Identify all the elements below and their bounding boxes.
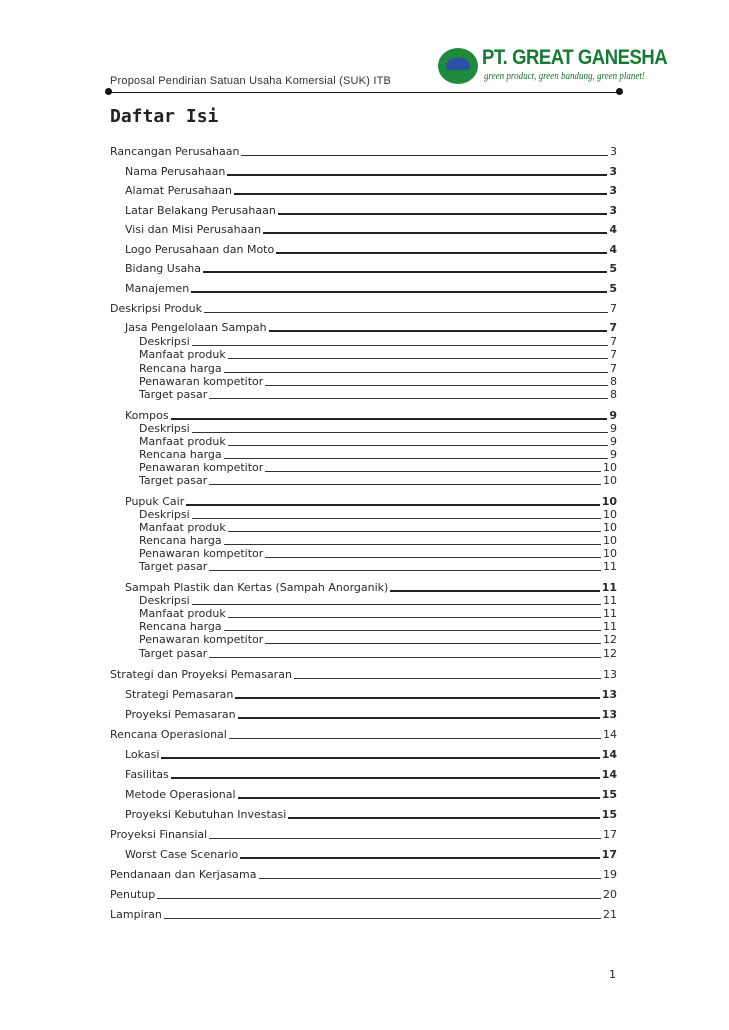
toc-entry-page: 11 [603,560,617,573]
toc-entry-label: Bidang Usaha [125,262,202,275]
toc-entry[interactable] [110,728,617,741]
toc-entry-page: 10 [603,508,617,521]
toc-entry[interactable] [139,648,617,660]
toc-entry[interactable] [139,535,617,547]
toc-leader [390,590,599,592]
toc-entry[interactable] [125,788,617,801]
toc-leader [192,604,601,605]
toc-entry-page: 13 [603,668,617,681]
toc-entry-page: 3 [610,145,617,158]
toc-entry-label: Deskripsi [139,508,190,521]
toc-leader [209,838,601,839]
toc-entry-label: Manfaat produk [139,521,226,534]
toc-entry[interactable] [139,462,617,474]
toc-entry[interactable] [125,748,617,761]
toc-entry-label: Penawaran kompetitor [139,547,264,560]
toc-entry-label: Deskripsi Produk [110,302,202,315]
toc-entry[interactable] [139,349,617,361]
toc-entry[interactable] [125,223,617,236]
toc-leader [240,857,599,859]
toc-leader [186,504,599,506]
toc-entry-label: Rencana harga [139,534,222,547]
toc-entry-page: 4 [609,223,617,236]
toc-entry[interactable] [110,145,617,158]
page-number: 1 [609,968,616,981]
toc-leader [157,898,601,899]
toc-leader [224,372,608,373]
toc-entry-page: 20 [603,888,617,901]
toc-entry-page: 15 [601,788,617,801]
toc-entry-label: Latar Belakang Perusahaan [125,204,276,217]
toc-entry[interactable] [125,165,617,178]
toc-entry-label: Proyeksi Pemasaran [125,708,236,721]
toc-title: Daftar Isi [110,106,219,127]
toc-entry-label: Metode Operasional [125,788,236,801]
toc-entry-label: Rencana Operasional [110,728,227,741]
toc-entry[interactable] [139,389,617,401]
toc-entry[interactable] [125,495,617,508]
toc-leader [265,471,601,472]
toc-leader [265,385,608,386]
toc-entry-label: Deskripsi [139,335,190,348]
toc-leader [204,312,608,313]
toc-entry[interactable] [139,548,617,560]
toc-leader [265,643,601,644]
toc-leader [238,717,600,719]
toc-entry[interactable] [139,522,617,534]
toc-entry-page: 12 [603,647,617,660]
toc-entry-label: Proyeksi Finansial [110,828,208,841]
toc-entry[interactable] [125,204,617,217]
toc-entry-label: Sampah Plastik dan Kertas (Sampah Anorganik) [125,581,389,594]
toc-entry-page: 8 [610,375,617,388]
rule-dot-right [616,88,623,95]
toc-leader [234,193,607,195]
toc-entry[interactable] [139,509,617,521]
toc-leader [228,531,601,532]
toc-entry[interactable] [125,768,617,781]
toc-leader [191,291,607,293]
toc-entry-label: Penutup [110,888,156,901]
toc-entry-label: Rencana harga [139,620,222,633]
toc-entry-page: 3 [609,165,617,178]
toc-leader [192,432,608,433]
toc-entry-page: 7 [610,335,617,348]
toc-leader [269,330,608,332]
toc-entry[interactable] [139,475,617,487]
toc-entry-label: Pendanaan dan Kerjasama [110,868,257,881]
toc-entry-page: 21 [603,908,617,921]
toc-entry-page: 9 [610,435,617,448]
toc-entry[interactable] [139,621,617,633]
toc-entry-label: Kompos [125,409,169,422]
toc-entry-label: Fasilitas [125,768,169,781]
toc-entry-page: 10 [603,474,617,487]
toc-leader [161,757,599,759]
toc-entry-page: 7 [610,348,617,361]
toc-entry[interactable] [139,423,617,435]
toc-leader [171,777,600,779]
toc-entry-page: 15 [601,808,617,821]
toc-entry-page: 9 [609,409,617,422]
toc-leader [288,817,599,819]
toc-entry[interactable] [110,908,617,921]
toc-leader [203,271,607,273]
toc-entry-page: 10 [603,461,617,474]
toc-entry[interactable] [139,376,617,388]
toc-entry[interactable] [139,595,617,607]
toc-entry-label: Worst Case Scenario [125,848,239,861]
toc-entry[interactable] [110,668,617,681]
toc-entry[interactable] [125,848,617,861]
toc-entry-label: Alamat Perusahaan [125,184,232,197]
toc-entry[interactable] [139,634,617,646]
toc-entry-page: 7 [609,321,617,334]
toc-entry-label: Deskripsi [139,594,190,607]
toc-entry-page: 17 [603,828,617,841]
toc-entry-label: Target pasar [139,647,208,660]
toc-entry-label: Logo Perusahaan dan Moto [125,243,275,256]
toc-entry-page: 7 [610,302,617,315]
toc-entry[interactable] [125,243,617,256]
company-logo [438,44,668,86]
toc-entry-label: Manfaat produk [139,348,226,361]
toc-entry-label: Target pasar [139,474,208,487]
toc-leader [228,445,608,446]
toc-entry-label: Visi dan Misi Perusahaan [125,223,262,236]
toc-entry[interactable] [125,581,617,594]
rule-dot-left [105,88,112,95]
toc-entry-page: 17 [601,848,617,861]
toc-entry[interactable] [110,828,617,841]
toc-entry[interactable] [139,336,617,348]
toc-leader [209,398,608,399]
toc-entry-label: Pupuk Cair [125,495,185,508]
toc-entry-page: 10 [603,547,617,560]
toc-entry-label: Rencana harga [139,448,222,461]
toc-entry[interactable] [125,688,617,701]
toc-leader [227,174,607,176]
toc-entry-label: Strategi dan Proyeksi Pemasaran [110,668,292,681]
toc-entry-page: 9 [610,422,617,435]
toc-entry-page: 11 [603,594,617,607]
logo-name: PT. GREAT GANESHA [482,46,668,69]
toc-leader [224,630,601,631]
running-header: Proposal Pendirian Satuan Usaha Komersial (SUK) ITB [110,75,392,87]
toc-entry-label: Nama Perusahaan [125,165,226,178]
toc-entry-label: Deskripsi [139,422,190,435]
logo-tagline: green product, green bandung, green planet! [484,71,645,82]
toc-leader [164,918,601,919]
toc-leader [235,697,599,699]
toc-entry-label: Penawaran kompetitor [139,461,264,474]
toc-entry-label: Manfaat produk [139,435,226,448]
toc-entry[interactable] [110,868,617,881]
toc-entry-label: Penawaran kompetitor [139,375,264,388]
toc-entry-page: 3 [609,184,617,197]
toc-entry-page: 10 [603,534,617,547]
toc-entry-label: Rencana harga [139,362,222,375]
toc-entry[interactable] [125,262,617,275]
toc-leader [171,418,608,420]
toc-entry-page: 5 [609,262,617,275]
toc-leader [228,358,608,359]
toc-leader [238,797,600,799]
toc-entry-page: 12 [603,633,617,646]
toc-entry-page: 4 [609,243,617,256]
header-rule [108,92,620,93]
toc-entry-label: Rancangan Perusahaan [110,145,240,158]
toc-entry-page: 11 [601,581,617,594]
toc-entry-page: 8 [610,388,617,401]
toc-entry-page: 3 [609,204,617,217]
toc-entry[interactable] [139,608,617,620]
toc-entry-page: 19 [603,868,617,881]
toc-entry[interactable] [125,184,617,197]
toc-entry[interactable] [125,409,617,422]
logo-cloud-icon [446,58,470,70]
toc-entry-page: 7 [610,362,617,375]
toc-entry-page: 10 [603,521,617,534]
toc-entry-page: 9 [610,448,617,461]
toc-leader [224,544,601,545]
toc-leader [263,232,607,234]
toc-entry-page: 13 [601,708,617,721]
toc-entry-label: Lokasi [125,748,160,761]
toc-leader [228,617,601,618]
toc-leader [265,557,601,558]
toc-entry[interactable] [139,449,617,461]
toc-entry-label: Proyeksi Kebutuhan Investasi [125,808,287,821]
toc-entry-page: 13 [601,688,617,701]
toc-entry[interactable] [125,708,617,721]
toc-leader [294,678,601,679]
toc-entry-label: Target pasar [139,560,208,573]
toc-entry[interactable] [139,561,617,573]
toc-entry-label: Lampiran [110,908,162,921]
toc-entry-page: 14 [603,728,617,741]
toc-entry-page: 10 [601,495,617,508]
toc-entry-label: Manajemen [125,282,190,295]
toc-entry-label: Penawaran kompetitor [139,633,264,646]
toc-entry[interactable] [139,363,617,375]
toc-entry-page: 14 [601,748,617,761]
toc-leader [192,518,601,519]
toc-leader [241,155,608,156]
toc-entry-label: Manfaat produk [139,607,226,620]
toc-entry-page: 11 [603,620,617,633]
toc-leader [192,345,608,346]
toc-leader [224,458,608,459]
toc-entry-label: Target pasar [139,388,208,401]
toc-leader [209,484,601,485]
toc-leader [209,570,601,571]
toc-entry-page: 5 [609,282,617,295]
toc-leader [259,878,602,879]
toc-leader [278,213,608,215]
toc-leader [209,657,601,658]
toc-entry[interactable] [110,302,617,315]
toc-entry-page: 14 [601,768,617,781]
toc-entry[interactable] [110,888,617,901]
toc-entry[interactable] [125,808,617,821]
toc-leader [276,252,607,254]
toc-leader [229,738,601,739]
toc-entry-label: Jasa Pengelolaan Sampah [125,321,267,334]
toc-entry[interactable] [139,436,617,448]
toc-entry-page: 11 [603,607,617,620]
toc-entry-label: Strategi Pemasaran [125,688,234,701]
toc-entry[interactable] [125,282,617,295]
toc-entry[interactable] [125,321,617,334]
